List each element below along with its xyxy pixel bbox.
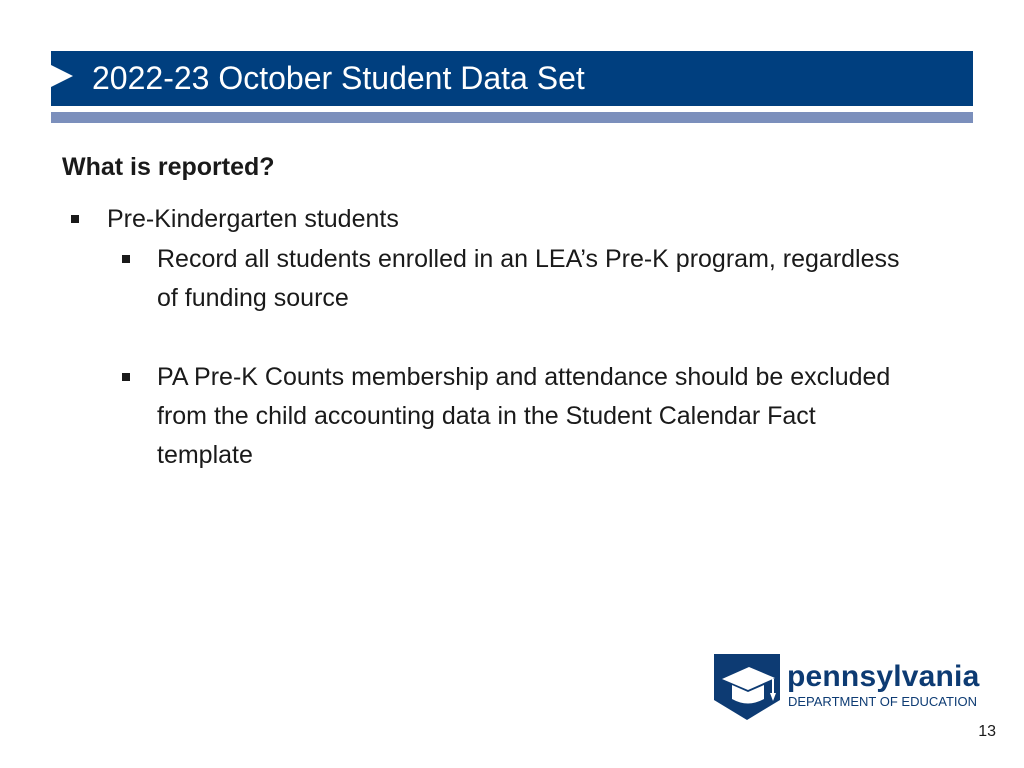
square-bullet-icon — [122, 255, 130, 263]
logo-wordmark: pennsylvania — [787, 660, 980, 693]
title-underline — [51, 112, 973, 123]
arrow-icon — [51, 65, 73, 87]
keystone-graduation-cap-icon — [714, 654, 780, 720]
logo-department: DEPARTMENT OF EDUCATION — [788, 694, 977, 709]
page-number: 13 — [978, 723, 996, 740]
slide-title: 2022-23 October Student Data Set — [92, 60, 585, 96]
bullet-prek-students: Pre-Kindergarten students — [107, 205, 399, 233]
sub-bullet-exclude-prek-counts: PA Pre-K Counts membership and attendance should be excluded from the child accounting data in the Student Calendar Fact template — [157, 363, 891, 469]
sub-bullet-record-students: Record all students enrolled in an LEA’s Pre-K program, regardless of funding source — [157, 245, 900, 312]
square-bullet-icon — [122, 373, 130, 381]
square-bullet-icon — [71, 215, 79, 223]
section-heading: What is reported? — [62, 153, 275, 181]
